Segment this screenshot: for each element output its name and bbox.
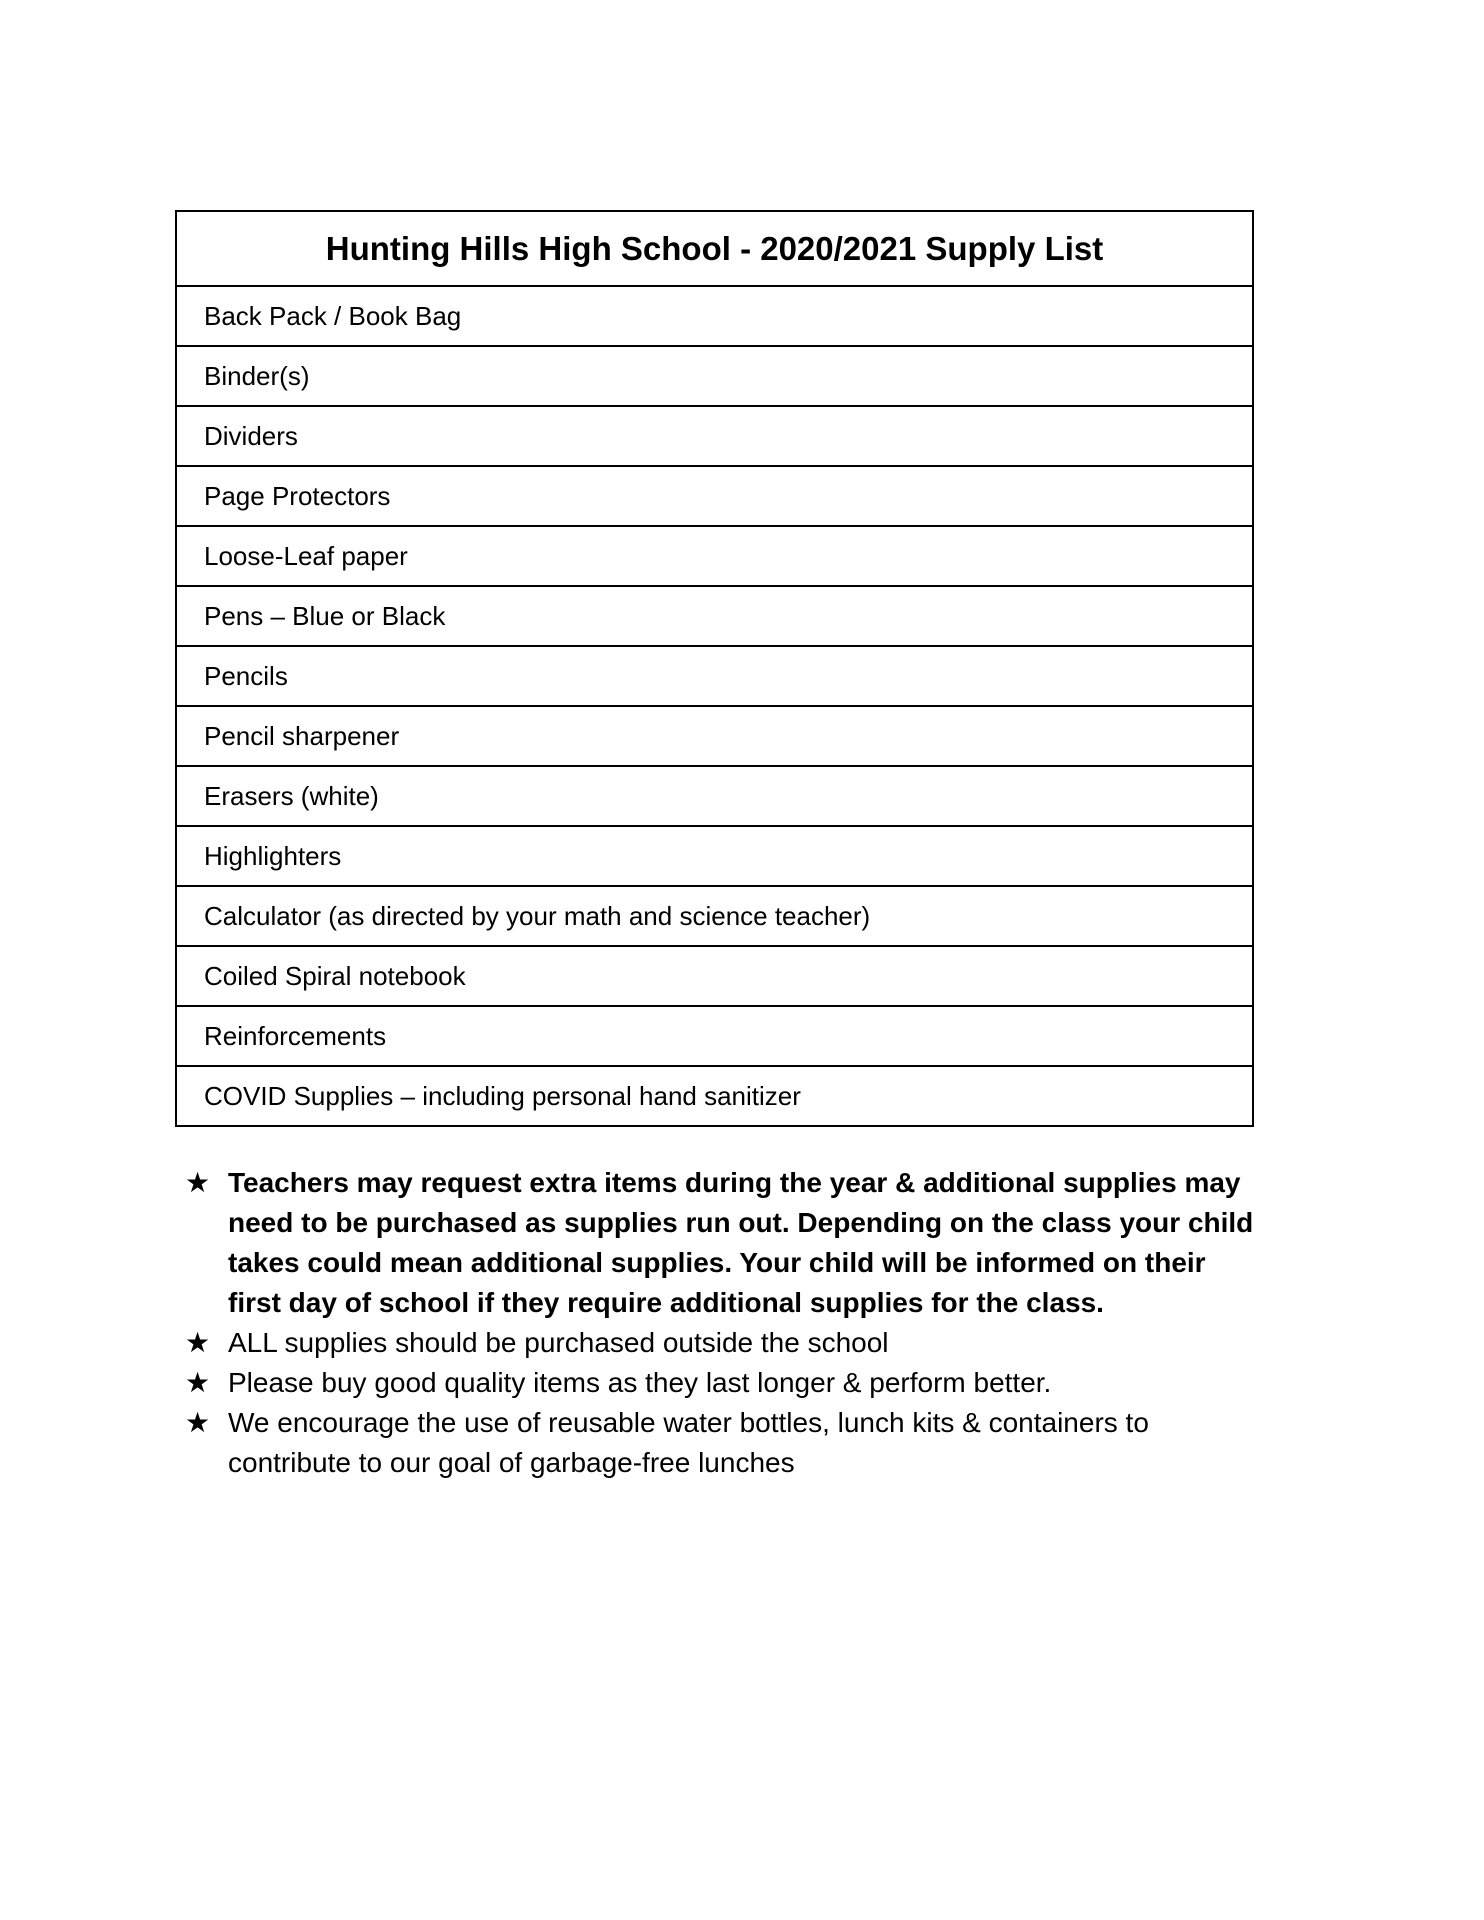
supply-item-pencil-sharpener: Pencil sharpener: [177, 707, 1252, 767]
supply-item-spiral-notebook: Coiled Spiral notebook: [177, 947, 1252, 1007]
star-icon: ★: [185, 1326, 211, 1359]
star-icon: ★: [185, 1406, 211, 1439]
note-text: Please buy good quality items as they last longer & perform better.: [228, 1367, 1052, 1398]
supply-list-table: [175, 210, 1254, 1127]
supply-item-dividers: Dividers: [177, 407, 1252, 467]
note-text: ALL supplies should be purchased outside the school: [228, 1327, 889, 1358]
note-good-quality: [185, 1363, 1265, 1403]
supply-item-erasers: Erasers (white): [177, 767, 1252, 827]
supply-item-calculator: Calculator (as directed by your math and science teacher): [177, 887, 1252, 947]
supply-item-pencils: Pencils: [177, 647, 1252, 707]
supply-item-highlighters: Highlighters: [177, 827, 1252, 887]
star-icon: ★: [185, 1366, 211, 1399]
star-icon: ★: [185, 1166, 211, 1199]
supply-item-pens: Pens – Blue or Black: [177, 587, 1252, 647]
supply-item-backpack: Back Pack / Book Bag: [177, 287, 1252, 347]
note-text: Teachers may request extra items during the year & additional supplies may need to be purchased as supplies run out. Depending on the class your child takes could mean additional supplies. Your child will be informed on their first day of school if they require additional supplies for the class.: [228, 1167, 1254, 1318]
note-reusable-containers: [185, 1403, 1265, 1483]
supply-item-covid-supplies: COVID Supplies – including personal hand sanitizer: [204, 1080, 801, 1111]
supply-item-loose-leaf-paper: Loose-Leaf paper: [177, 527, 1252, 587]
note-purchase-outside: [185, 1323, 1265, 1363]
note-text: We encourage the use of reusable water bottles, lunch kits & containers to contribute to our goal of garbage-free lunches: [228, 1407, 1149, 1478]
supply-notes-list: [185, 1163, 1265, 1483]
supply-item-binders: Binder(s): [177, 347, 1252, 407]
supply-item-page-protectors: Page Protectors: [177, 467, 1252, 527]
supply-list-title: Hunting Hills High School - 2020/2021 Supply List: [177, 212, 1252, 287]
supply-item-reinforcements: Reinforcements: [177, 1007, 1252, 1067]
note-teachers-request: [185, 1163, 1265, 1323]
